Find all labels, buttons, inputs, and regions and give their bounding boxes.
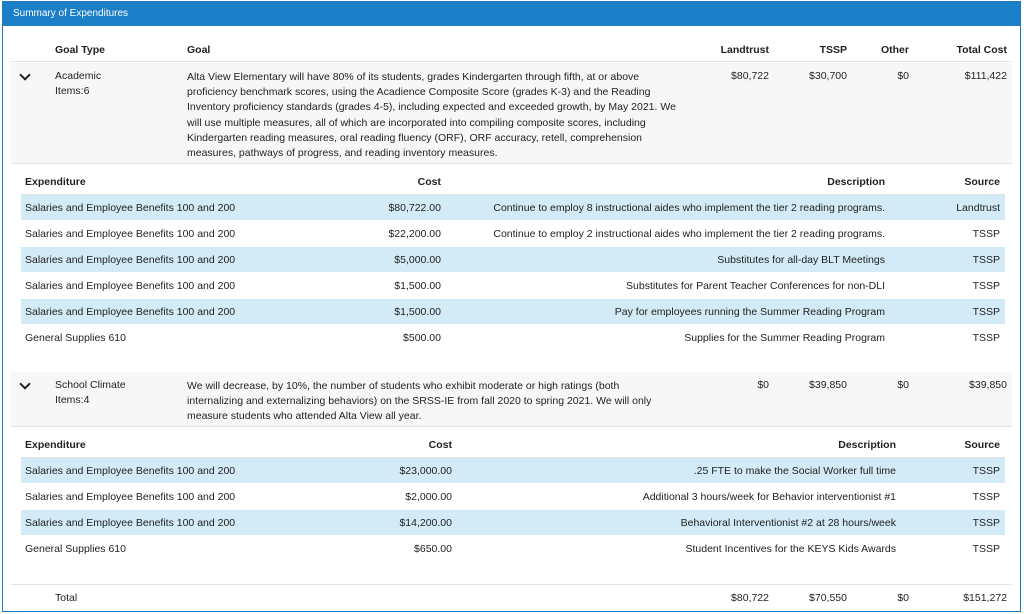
goal-landtrust: $0 xyxy=(757,379,769,391)
table-row xyxy=(21,221,1005,247)
expenditure-name: Salaries and Employee Benefits 100 and 200 xyxy=(25,228,236,240)
table-row xyxy=(21,299,1005,325)
expenditure-cost: $1,500.00 xyxy=(394,306,441,318)
goal-items-count: Items:6 xyxy=(55,85,90,97)
goal-other: $0 xyxy=(897,379,909,391)
expenditure-source: TSSP xyxy=(972,228,1000,240)
total-landtrust: $80,722 xyxy=(731,592,769,604)
panel-title: Summary of Expenditures xyxy=(3,2,1020,26)
table-row xyxy=(21,510,1005,536)
expenditure-source: TSSP xyxy=(972,254,1000,266)
goal-row-academic[interactable] xyxy=(11,63,1012,164)
col-cost: Cost xyxy=(417,176,441,188)
expenditure-table-header xyxy=(21,169,1005,195)
col-cost: Cost xyxy=(428,439,452,451)
goal-tssp: $30,700 xyxy=(809,70,847,82)
table-row xyxy=(21,247,1005,273)
expenditure-source: TSSP xyxy=(972,543,1000,555)
col-tssp: TSSP xyxy=(819,44,847,56)
expenditure-name: General Supplies 610 xyxy=(25,332,126,344)
expenditure-table-header xyxy=(21,432,1005,458)
expenditure-description: Continue to employ 2 instructional aides who implement the tier 2 reading programs. xyxy=(493,228,885,240)
expenditure-cost: $1,500.00 xyxy=(394,280,441,292)
goal-type: School Climate xyxy=(55,379,126,391)
table-row xyxy=(21,458,1005,484)
goal-type: Academic xyxy=(55,70,102,82)
expenditure-name: Salaries and Employee Benefits 100 and 200 xyxy=(25,491,236,503)
table-row xyxy=(21,484,1005,510)
table-row xyxy=(21,195,1005,221)
goal-total: $111,422 xyxy=(964,70,1007,82)
expenditure-name: Salaries and Employee Benefits 100 and 200 xyxy=(25,280,236,292)
goal-total: $39,850 xyxy=(969,379,1007,391)
goal-items-count: Items:4 xyxy=(55,394,90,406)
col-total-cost: Total Cost xyxy=(956,44,1007,56)
expenditure-name: Salaries and Employee Benefits 100 and 200 xyxy=(25,517,236,529)
col-description: Description xyxy=(838,439,896,451)
col-goal: Goal xyxy=(187,44,211,56)
col-goal-type: Goal Type xyxy=(55,44,105,56)
expenditure-table-academic xyxy=(21,169,1005,351)
expenditure-cost: $22,200.00 xyxy=(388,228,441,240)
expenditure-description: Substitutes for Parent Teacher Conferences for non-DLI xyxy=(626,280,885,292)
expenditure-source: TSSP xyxy=(972,280,1000,292)
expenditure-description: Additional 3 hours/week for Behavior interventionist #1 xyxy=(642,491,896,503)
expenditure-name: Salaries and Employee Benefits 100 and 200 xyxy=(25,202,236,214)
goal-landtrust: $80,722 xyxy=(731,70,769,82)
expenditure-cost: $650.00 xyxy=(414,543,452,555)
expenditure-table-school-climate xyxy=(21,432,1005,562)
col-expenditure: Expenditure xyxy=(25,439,86,451)
col-expenditure: Expenditure xyxy=(25,176,86,188)
expenditure-cost: $80,722.00 xyxy=(388,202,441,214)
col-description: Description xyxy=(827,176,885,188)
total-total-cost: $151,272 xyxy=(963,592,1007,604)
table-row xyxy=(21,273,1005,299)
total-tssp: $70,550 xyxy=(809,592,847,604)
expenditure-description: Behavioral Interventionist #2 at 28 hours/week xyxy=(680,517,896,529)
expenditure-name: Salaries and Employee Benefits 100 and 200 xyxy=(25,254,236,266)
goal-tssp: $39,850 xyxy=(809,379,847,391)
expenditure-description: Supplies for the Summer Reading Program xyxy=(684,332,885,344)
expenditure-cost: $23,000.00 xyxy=(399,465,452,477)
expenditure-name: Salaries and Employee Benefits 100 and 200 xyxy=(25,306,236,318)
chevron-down-icon[interactable] xyxy=(20,73,30,83)
goal-row-school-climate[interactable] xyxy=(11,372,1012,427)
expenditure-source: TSSP xyxy=(972,332,1000,344)
expenditure-source: Landtrust xyxy=(956,202,1000,214)
expenditure-description: Substitutes for all-day BLT Meetings xyxy=(717,254,885,266)
col-source: Source xyxy=(964,439,1000,451)
table-row xyxy=(21,536,1005,562)
expenditure-description: Student Incentives for the KEYS Kids Awards xyxy=(685,543,896,555)
expenditure-cost: $5,000.00 xyxy=(394,254,441,266)
expenditure-description: Pay for employees running the Summer Reading Program xyxy=(614,306,885,318)
goal-text: We will decrease, by 10%, the number of students who exhibit moderate or high ratings (both internalizing and externalizing behaviors) on the SRSS-IE from fall 2020 to spring 2021. We will only measure students who attended Alta View all year. xyxy=(187,380,652,423)
chevron-down-icon[interactable] xyxy=(20,382,30,392)
col-other: Other xyxy=(880,44,909,56)
expenditure-cost: $2,000.00 xyxy=(405,491,452,503)
goal-text: Alta View Elementary will have 80% of its students, grades Kindergarten through fifth, at or above proficiency benchmark scores, using the Acadience Composite Score (grades K-3) and the Reading Inventory proficiency standards (grades 4-5), including expected and exceeded growth, by May 2021. We will use multiple measures, all of which are incorporated into compiling composite scores, including Kindergarten reading measures, oral reading fluency (ORF), ORF accuracy, retell, comprehension measures, pathways of progress, and reading inventory measures. xyxy=(187,71,676,160)
expenditure-source: TSSP xyxy=(972,491,1000,503)
expenditure-cost: $500.00 xyxy=(403,332,441,344)
table-row xyxy=(21,325,1005,351)
expenditure-description: Continue to employ 8 instructional aides who implement the tier 2 reading programs. xyxy=(493,202,885,214)
goal-other: $0 xyxy=(897,70,909,82)
summary-panel xyxy=(2,1,1021,612)
expenditure-source: TSSP xyxy=(972,465,1000,477)
goal-table-header xyxy=(11,38,1012,62)
col-source: Source xyxy=(964,176,1000,188)
expenditure-source: TSSP xyxy=(972,517,1000,529)
total-other: $0 xyxy=(897,592,909,604)
expenditure-name: General Supplies 610 xyxy=(25,543,126,555)
total-label: Total xyxy=(55,592,78,604)
expenditure-name: Salaries and Employee Benefits 100 and 200 xyxy=(25,465,236,477)
col-landtrust: Landtrust xyxy=(720,44,769,56)
expenditure-description: .25 FTE to make the Social Worker full time xyxy=(693,465,896,477)
total-row xyxy=(11,584,1012,610)
expenditure-cost: $14,200.00 xyxy=(399,517,452,529)
expenditure-source: TSSP xyxy=(972,306,1000,318)
